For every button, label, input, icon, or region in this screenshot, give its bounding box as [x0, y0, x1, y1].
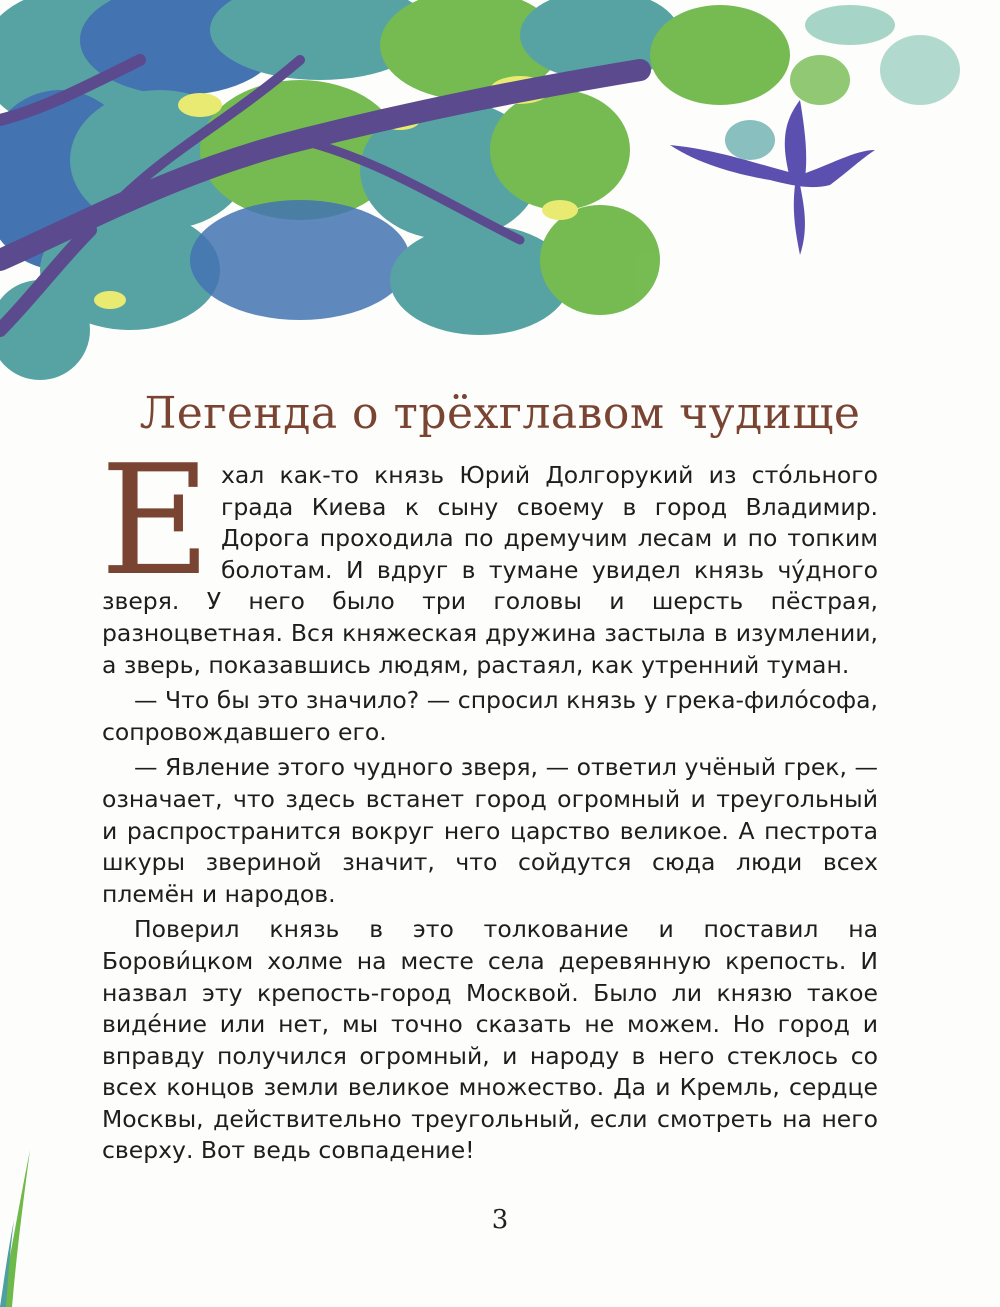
- page-title: Легенда о трёхглавом чудище: [139, 388, 861, 439]
- page-number: 3: [491, 1205, 509, 1235]
- bird: [670, 100, 875, 255]
- paragraph-4: Поверил князь в это толкование и поставил на Борови́цком холме на месте села деревянную крепость. И назвал эту крепость-город Москвой. Было ли князю такое виде́ние или нет, мы точно сказать не можем. Но город и вправду получился огромный, и народу в него стеклось со всех концов земли великое множество. Да и Кремль, сердце Москвы, действительно треугольный, если смотреть на него сверху. Вот ведь совпадение!: [102, 915, 878, 1165]
- tree-illustration: [0, 0, 1000, 390]
- story-text: [100, 432, 878, 1171]
- drop-cap: Е: [100, 432, 211, 609]
- paragraph-2: — Что бы это значило? — спросил князь у грека-фило́софа, сопровождавшего его.: [102, 686, 878, 746]
- paragraph-1: хал как-то князь Юрий Долгорукий из сто́льного града Киева к сыну своему в город Владимир. Дорога проходила по дремучим лесам и по топким болотам. И вдруг в тумане увидел князь чу́дного зверя. У него было три головы и шерсть пёстрая, разноцветная. Вся княжеская дружина застыла в изумлении, а зверь, показавшись людям, растаял, как утренний туман.: [102, 461, 878, 679]
- paragraph-3: — Явление этого чудного зверя, — ответил учёный грек, — означает, что здесь встанет город огромный и треугольный и распространится вокруг него царство великое. А пестрота шкуры звериной значит, что сойдутся сюда люди всех племён и народов.: [102, 753, 878, 908]
